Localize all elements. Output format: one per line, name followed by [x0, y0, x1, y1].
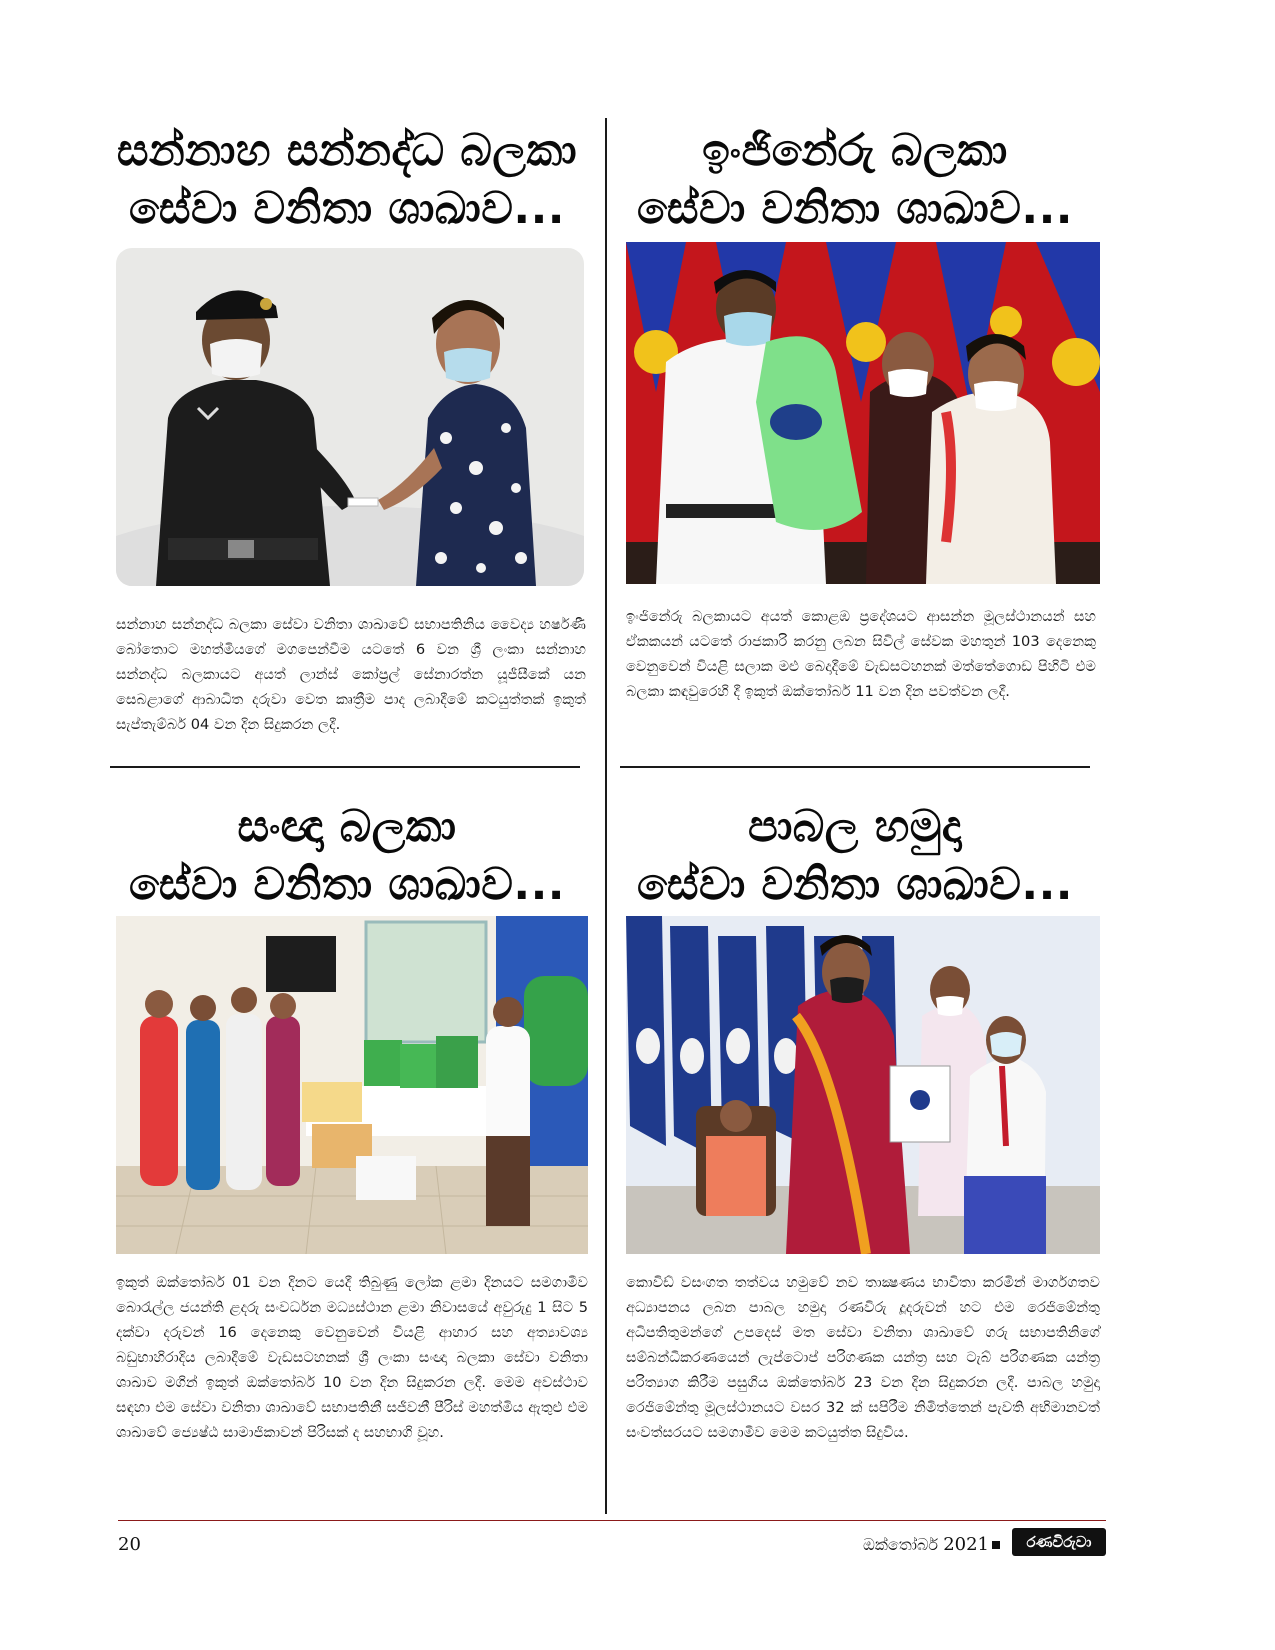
article-4-headline [620, 798, 1090, 914]
section-divider-right [620, 766, 1090, 768]
article-2-headline-line-2: සේවා වනිතා ශාඛාව... [636, 183, 1074, 234]
article-1-body: සන්නාහ සන්නද්ධ බලකා සේවා වනිතා ශාඛාවේ සභාපතිනිය වෛද්‍ය හර්ෂණී බෝතොට මහත්මියගේ මගපෙන්වීම යටතේ 6 වන ශ්‍රී ලංකා සන්නාහ සන්නද්ධ බලකායට අයත් ලාන්ස් කෝප්‍රල් සේනාරත්න යූජීසීකේ යන සෙබළාගේ ආබාධිත දරුවා වෙත කෘත්‍රීම පාද ලබාදීමේ කටයුත්තක් ඉකුත් සැප්තැම්බර් 04 වන දින සිදුකරන ලදී. [116, 616, 586, 733]
footer-bullet [992, 1541, 1000, 1549]
article-4-headline-line-1: පාබල හමුදා [748, 801, 962, 852]
article-1-headline [112, 122, 582, 238]
issue-date [863, 1534, 989, 1555]
article-1-headline-line-2: සේවා වනිතා ශාඛාව... [128, 183, 566, 234]
section-divider-left [110, 766, 580, 768]
issue-year: 2021 [943, 1534, 989, 1555]
page-number: 20 [118, 1534, 141, 1555]
article-2-headline-line-1: ඉංජිනේරු බලකා [702, 125, 1008, 176]
issue-month: ඔක්තෝබර් [862, 1535, 939, 1554]
magazine-masthead: රණවිරුවා [1012, 1528, 1106, 1556]
article-1-photo [116, 248, 584, 586]
article-2-body: ඉංජිනේරු බලකායට අයත් කොළඹ ප්‍රදේශයට ආසන්න මූලස්ථානයන් සහ ඒකකයන් යටතේ රාජකාරි කරනු ලබන සිවිල් සේවක මහතුන් 103 දෙනෙකු වෙනුවෙන් වියළි සලාක මළු බෙදාදීමේ වැඩසටහනක් මත්තේගොඩ පිහිටි එම බලකා කඳවුරෙහි දී ඉකුත් ඔක්තෝබර් 11 වන දින පවත්වන ලදී. [626, 608, 1096, 700]
article-3-photo [116, 916, 588, 1254]
article-2-photo [626, 242, 1100, 584]
article-4-photo [626, 916, 1100, 1254]
article-4-headline-line-2: සේවා වනිතා ශාඛාව... [636, 859, 1074, 910]
article-4-body: කොවිඩ් වසංගත තත්වය හමුවේ නව තාක්‍ෂණය භාවිතා කරමින් මාර්ගගතව අධ්‍යාපනය ලබන පාබල හමුදා රණවිරු දූදරුවන් හට එම රෙජිමේන්තු අධිපතිතුමන්ගේ උපදෙස් මත සේවා වනිතා ශාඛාවේ ගරු සභාපතිනිගේ සම්බන්ධීකරණයෙන් ලැප්ටොප් පරිගණක යන්ත්‍ර සහ ටැබ් පරිගණක යන්ත්‍ර පරිත්‍යාග කිරීම පසුගිය ඔක්තෝබර් 23 වන දින සිදුකරන ලදී. පාබල හමුදා රෙජිමේන්තු මූලස්ථානයට වසර 32 ක් සපිරීම නිමිත්තෙන් පැවති අභිමානවත් සංවත්සරයට සමගාමීව මෙම කටයුත්ත සිදුවිය. [626, 1274, 1100, 1441]
article-3-headline-line-1: සංඥා බලකා [237, 801, 457, 852]
article-3-headline-line-2: සේවා වනිතා ශාඛාව... [128, 859, 566, 910]
footer-rule [118, 1520, 1106, 1521]
article-1-headline-line-1: සන්නාහ සන්නද්ධ බලකා [116, 125, 578, 176]
article-2-headline [620, 122, 1090, 238]
article-3-headline [112, 798, 582, 914]
column-divider [605, 118, 607, 1514]
article-3-body: ඉකුත් ඔක්තෝබර් 01 වන දිනට යෙදී තිබුණු ලෝක ළමා දිනයට සමගාමීව බොරැල්ල ජයන්ති ළදරු සංවර්ධන මධ්‍යස්ථාන ළමා නිවාසයේ අවුරුදු 1 සිට 5 දක්වා දරුවන් 16 දෙනෙකු වෙනුවෙන් වියළි ආහාර සහ අත්‍යාවශ්‍ය බඩුභාහිරාදිය ලබාදීමේ වැඩසටහනක් ශ්‍රී ලංකා සංඥා බලකා සේවා වනිතා ශාඛාව මගින් ඉකුත් ඔක්තෝබර් 10 වන දින සිදුකරන ලදී. මෙම අවස්ථාව සඳහා එම සේවා වනිතා ශාඛාවේ සභාපතිනී සජීවනී පීරිස් මහත්මිය ඇතුළු එම ශාඛාවේ ජ්‍යෙෂ්ඨ සාමාජිකාවන් පිරිසක් ද සහභාගි වූහ. [116, 1274, 588, 1441]
